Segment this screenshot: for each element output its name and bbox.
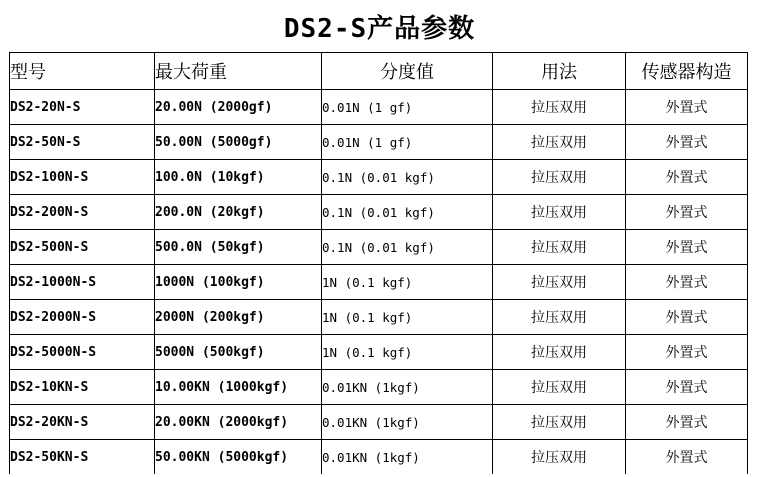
table-row — [10, 230, 748, 265]
max-load-cell: 500.0N (50kgf) — [155, 230, 322, 265]
max-load-cell: 20.00KN (2000kgf) — [155, 405, 322, 440]
resolution-cell: 0.1N (0.01 kgf) — [322, 160, 493, 195]
sensor-type-cell: 外置式 — [626, 265, 748, 300]
usage-cell: 拉压双用 — [493, 160, 626, 195]
sensor-type-cell: 外置式 — [626, 335, 748, 370]
model-cell: DS2-50KN-S — [10, 440, 155, 475]
page-title: DS2-S产品参数 — [283, 14, 476, 44]
resolution-cell: 0.01KN (1kgf) — [322, 405, 493, 440]
table-row — [10, 160, 748, 195]
usage-cell: 拉压双用 — [493, 440, 626, 475]
table-row — [10, 370, 748, 405]
resolution-cell: 0.1N (0.01 kgf) — [322, 195, 493, 230]
spec-table — [9, 52, 748, 474]
model-cell: DS2-50N-S — [10, 125, 155, 160]
usage-cell: 拉压双用 — [493, 265, 626, 300]
table-row — [10, 125, 748, 160]
usage-cell: 拉压双用 — [493, 405, 626, 440]
sensor-type-cell: 外置式 — [626, 370, 748, 405]
model-cell: DS2-2000N-S — [10, 300, 155, 335]
resolution-cell: 0.01KN (1kgf) — [322, 370, 493, 405]
model-cell: DS2-20KN-S — [10, 405, 155, 440]
model-cell: DS2-200N-S — [10, 195, 155, 230]
resolution-cell: 1N (0.1 kgf) — [322, 265, 493, 300]
usage-cell: 拉压双用 — [493, 195, 626, 230]
sensor-type-cell: 外置式 — [626, 300, 748, 335]
table-row — [10, 300, 748, 335]
resolution-cell: 1N (0.1 kgf) — [322, 335, 493, 370]
sensor-type-cell: 外置式 — [626, 440, 748, 475]
max-load-cell: 10.00KN (1000kgf) — [155, 370, 322, 405]
max-load-cell: 5000N (500kgf) — [155, 335, 322, 370]
table-row — [10, 405, 748, 440]
max-load-cell: 1000N (100kgf) — [155, 265, 322, 300]
model-cell: DS2-1000N-S — [10, 265, 155, 300]
table-row — [10, 440, 748, 475]
max-load-cell: 50.00KN (5000kgf) — [155, 440, 322, 475]
model-cell: DS2-20N-S — [10, 90, 155, 125]
usage-cell: 拉压双用 — [493, 300, 626, 335]
usage-cell: 拉压双用 — [493, 370, 626, 405]
header-max-load: 最大荷重 — [155, 53, 322, 90]
resolution-cell: 0.01KN (1kgf) — [322, 440, 493, 475]
table-row — [10, 90, 748, 125]
max-load-cell: 100.0N (10kgf) — [155, 160, 322, 195]
resolution-cell: 0.01N (1 gf) — [322, 125, 493, 160]
model-cell: DS2-100N-S — [10, 160, 155, 195]
model-cell: DS2-10KN-S — [10, 370, 155, 405]
max-load-cell: 200.0N (20kgf) — [155, 195, 322, 230]
max-load-cell: 50.00N (5000gf) — [155, 125, 322, 160]
sensor-type-cell: 外置式 — [626, 90, 748, 125]
header-resolution: 分度值 — [322, 53, 493, 90]
resolution-cell: 0.1N (0.01 kgf) — [322, 230, 493, 265]
sensor-type-cell: 外置式 — [626, 195, 748, 230]
table-row — [10, 335, 748, 370]
resolution-cell: 0.01N (1 gf) — [322, 90, 493, 125]
max-load-cell: 2000N (200kgf) — [155, 300, 322, 335]
usage-cell: 拉压双用 — [493, 230, 626, 265]
table-row — [10, 195, 748, 230]
sensor-type-cell: 外置式 — [626, 125, 748, 160]
header-sensor-type: 传感器构造 — [626, 53, 748, 90]
sensor-type-cell: 外置式 — [626, 160, 748, 195]
max-load-cell: 20.00N (2000gf) — [155, 90, 322, 125]
usage-cell: 拉压双用 — [493, 125, 626, 160]
usage-cell: 拉压双用 — [493, 90, 626, 125]
header-usage: 用法 — [493, 53, 626, 90]
header-model: 型号 — [10, 53, 155, 90]
resolution-cell: 1N (0.1 kgf) — [322, 300, 493, 335]
model-cell: DS2-5000N-S — [10, 335, 155, 370]
table-row — [10, 265, 748, 300]
model-cell: DS2-500N-S — [10, 230, 155, 265]
table-header-row — [10, 53, 748, 90]
sensor-type-cell: 外置式 — [626, 230, 748, 265]
usage-cell: 拉压双用 — [493, 335, 626, 370]
table-body — [10, 90, 748, 475]
sensor-type-cell: 外置式 — [626, 405, 748, 440]
